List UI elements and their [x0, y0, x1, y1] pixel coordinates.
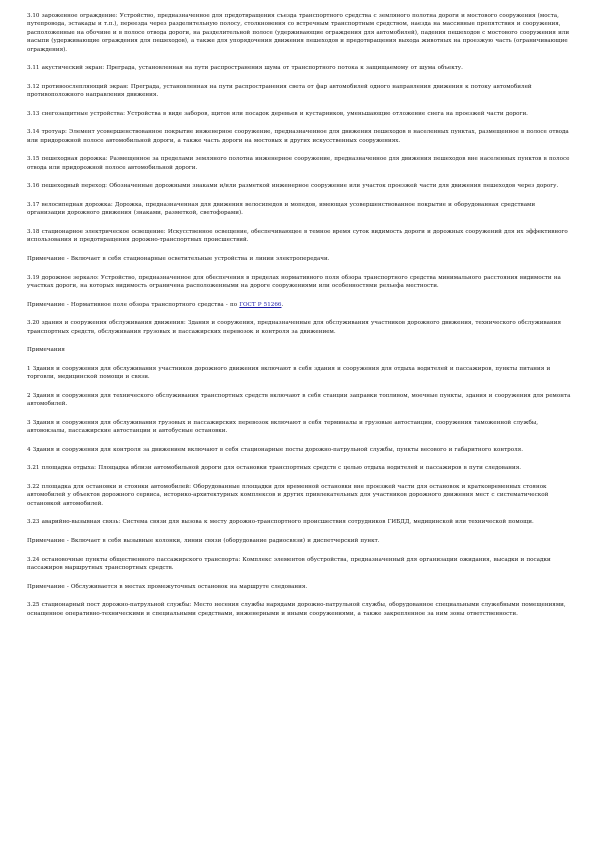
definition-text: Площадка вблизи автомобильной дороги для остановки транспортных средств с целью отдыха водителей и пассажиров в пути следования.: [96, 465, 522, 472]
term: 3.12 противоослепляющий экран:: [27, 83, 129, 90]
definition-text: Дорожка, предназначенная для движения велосипедов и мопедов, имеющая усовершенствованное покрытие и оборудованная средствами организации дорожного движения (знаками, разметкой, светофорами).: [27, 202, 536, 217]
definition-3-16: [27, 182, 575, 190]
notes-heading: [27, 346, 575, 354]
note-item-1: [27, 365, 575, 382]
definition-3-19: [27, 274, 575, 291]
note-item-3: [27, 419, 575, 436]
note-text: 4 Здания и сооружения для контроля за движением включают в себя стационарные посты дорожно-патрульной службы, пункты весового и габаритного контроля.: [27, 446, 523, 453]
definition-3-17: [27, 201, 575, 218]
definition-text: Комплекс элементов обустройства, предназначенный для организации ожидания, высадки и посадки пассажиров маршрутных транспортных средств.: [27, 556, 551, 571]
definition-text: Искусственное освещение, обеспечивающее в темное время суток видимость дороги и дорожных сооружений для их эффективного использования и предотвращения дорожно-транспортных происшествий.: [27, 229, 568, 244]
definition-text: Устройство, предназначенное для предотвращения съезда транспортного средства с земляного полотна дороги и мостового сооружения (моста, путепровода, эстакады и т.п.), переезда через разделительную полосу, столкновения со встречным транспортным средством, наезда на массивные препятствия и сооружения, расположенные на обочине и в полосе отвода дороги, на разделительной полосе (удерживающие ограждения для автомобилей), падения пешеходов с мостового сооружения или насыпи (удерживающие ограждения для пешеходов), а также для упорядочения движения пешеходов и предотвращения выхода животных на проезжую часть (ограничивающие ограждения).: [27, 13, 570, 53]
definition-3-25: [27, 601, 575, 618]
note-item-4: [27, 446, 575, 454]
definition-3-18: [27, 228, 575, 245]
term: 3.20 здания и сооружения обслуживания движения:: [27, 320, 186, 327]
note-text: Примечание - Обслуживается в местах промежуточных остановок на маршруте следования.: [27, 583, 308, 590]
note-tail: .: [281, 301, 284, 308]
term: 3.15 пешеходная дорожка:: [27, 156, 108, 163]
note-text: 2 Здания и сооружения для технического обслуживания транспортных средств включают в себя станции заправки топливом, моечные пункты, здания и сооружения для ремонта автомобилей.: [27, 392, 571, 408]
definition-3-15: [27, 155, 575, 172]
term: 3.21 площадка отдыха:: [27, 465, 97, 472]
note-text: 3 Здания и сооружения для обслуживания грузовых и пассажирских перевозок включают в себя терминалы и грузовые автостанции, сооружения таможенной службы, автовокзалы, пассажирские автостанции и автобусные остановки.: [27, 419, 539, 435]
definition-text: Обозначенные дорожными знаками и/или разметкой инженерное сооружение или участок проезжей части для движения пешеходов через дорогу.: [107, 183, 559, 190]
definition-text: Оборудованные площадки для временной остановки вне проезжей части для остановок и кратковременных стоянок автомобилей у объектов дорожного сервиса, историко-архитектурных комплексов и других привлекательных для участников дорожного движения мест с систематической остановкой автомобилей.: [27, 483, 549, 507]
definition-text: Преграда, установленная на пути распространения света от фар автомобилей одного направления движения к потоку автомобилей противоположного направления движения.: [27, 83, 532, 99]
note-text: Примечание - Нормативное поле обзора транспортного средства - по: [27, 301, 240, 308]
definition-3-11: [27, 64, 575, 72]
definition-text: Преграда, установленная на пути распространения шума от транспортного потока к защищаемому от шума объекту.: [104, 65, 463, 72]
note-text: Примечания: [27, 347, 65, 354]
definition-3-22: [27, 483, 575, 508]
note-text: Примечание - Включает в себя вызывные колонки, линии связи (оборудование радиосвязи) и диспетчерский пункт.: [27, 537, 380, 544]
definition-3-13: [27, 110, 575, 118]
term: 3.16 пешеходный переход:: [27, 183, 108, 190]
definition-text: Здания и сооружения, предназначенные для обслуживания участников дорожного движения, технического обслуживания транспортных средств, обслуживания грузовых и пассажирских перевозок и контроля за движением.: [27, 320, 561, 335]
note-3-23: [27, 537, 575, 545]
definition-text: Устройства в виде заборов, щитов или посадок деревьев и кустарников, уменьшающие отложение снега на проезжей части дороги.: [124, 110, 528, 117]
definition-3-14: [27, 128, 575, 145]
note-text: Примечание - Включает в себя стационарные осветительные устройства и линии электропередачи.: [27, 256, 330, 262]
note-3-18: [27, 255, 575, 263]
definition-text: Размещенное за пределами земляного полотна инженерное сооружение, предназначенное для движения пешеходов вне населенных пунктов в полосе отвода или придорожной полосе автомобильной дороги.: [27, 156, 570, 171]
term: 3.14 тротуар:: [27, 129, 67, 136]
term: 3.13 снегозащитные устройства:: [27, 110, 125, 117]
definition-text: Система связи для вызова к месту дорожно-транспортного происшествия сотрудников ГИБДД, медицинской или технической помощи.: [120, 519, 534, 526]
note-text: 1 Здания и сооружения для обслуживания участников дорожного движения включают в себя здания и сооружения для отдыха водителей и пассажиров, пункты питания и торговли, медицинской помощи и связи.: [27, 365, 551, 381]
definition-text: Элемент усовершенствованное покрытие инженерное сооружение, предназначенное для движения пешеходов в населенных пунктах, размещенное в полосе отвода или придорожной полосе автомобильной дороги, а также часть дороги на мостовых и других искусственных сооружениях.: [27, 129, 569, 144]
note-3-24: [27, 583, 575, 591]
definition-3-23: [27, 518, 575, 526]
note-item-2: [27, 392, 575, 409]
term: 3.22 площадка для остановки и стоянки автомобилей:: [27, 483, 191, 490]
definition-3-24: [27, 556, 575, 573]
term: 3.23 аварийно-вызывная связь:: [27, 519, 121, 526]
term: 3.10 зароженное ограждение:: [27, 13, 118, 19]
term: 3.19 дорожное зеркало:: [27, 274, 99, 281]
term: 3.24 остановочные пункты общественного пассажирского транспорта:: [27, 556, 241, 563]
note-3-19: [27, 301, 575, 309]
definition-3-21: [27, 464, 575, 472]
term: 3.18 стационарное электрическое освещение:: [27, 229, 166, 235]
definition-3-12: [27, 83, 575, 100]
term: 3.17 велосипедная дорожка:: [27, 202, 113, 208]
standard-link[interactable]: ГОСТ Р 51266: [239, 301, 282, 308]
definition-text: Устройство, предназначенное для обеспечения в пределах нормативного поля обзора транспортного средства минимального расстояния видимости на участках дороги, на которых видимость ограничена расположенными на дороге сооружениями или особенностями рельефа местности.: [27, 274, 561, 289]
definition-text: Место несения службы нарядами дорожно-патрульной службы, оборудованное специальными служебными помещениями, оснащенное оперативно-техническими и специальными средствами, инженерными и иными сооружениями, а также закрепленное за ним зоны ответственности.: [27, 602, 566, 617]
term: 3.11 акустический экран:: [27, 65, 105, 72]
term: 3.25 стационарный пост дорожно-патрульной службы:: [27, 602, 192, 609]
definition-3-20: [27, 319, 575, 336]
definition-3-10: [27, 12, 575, 54]
